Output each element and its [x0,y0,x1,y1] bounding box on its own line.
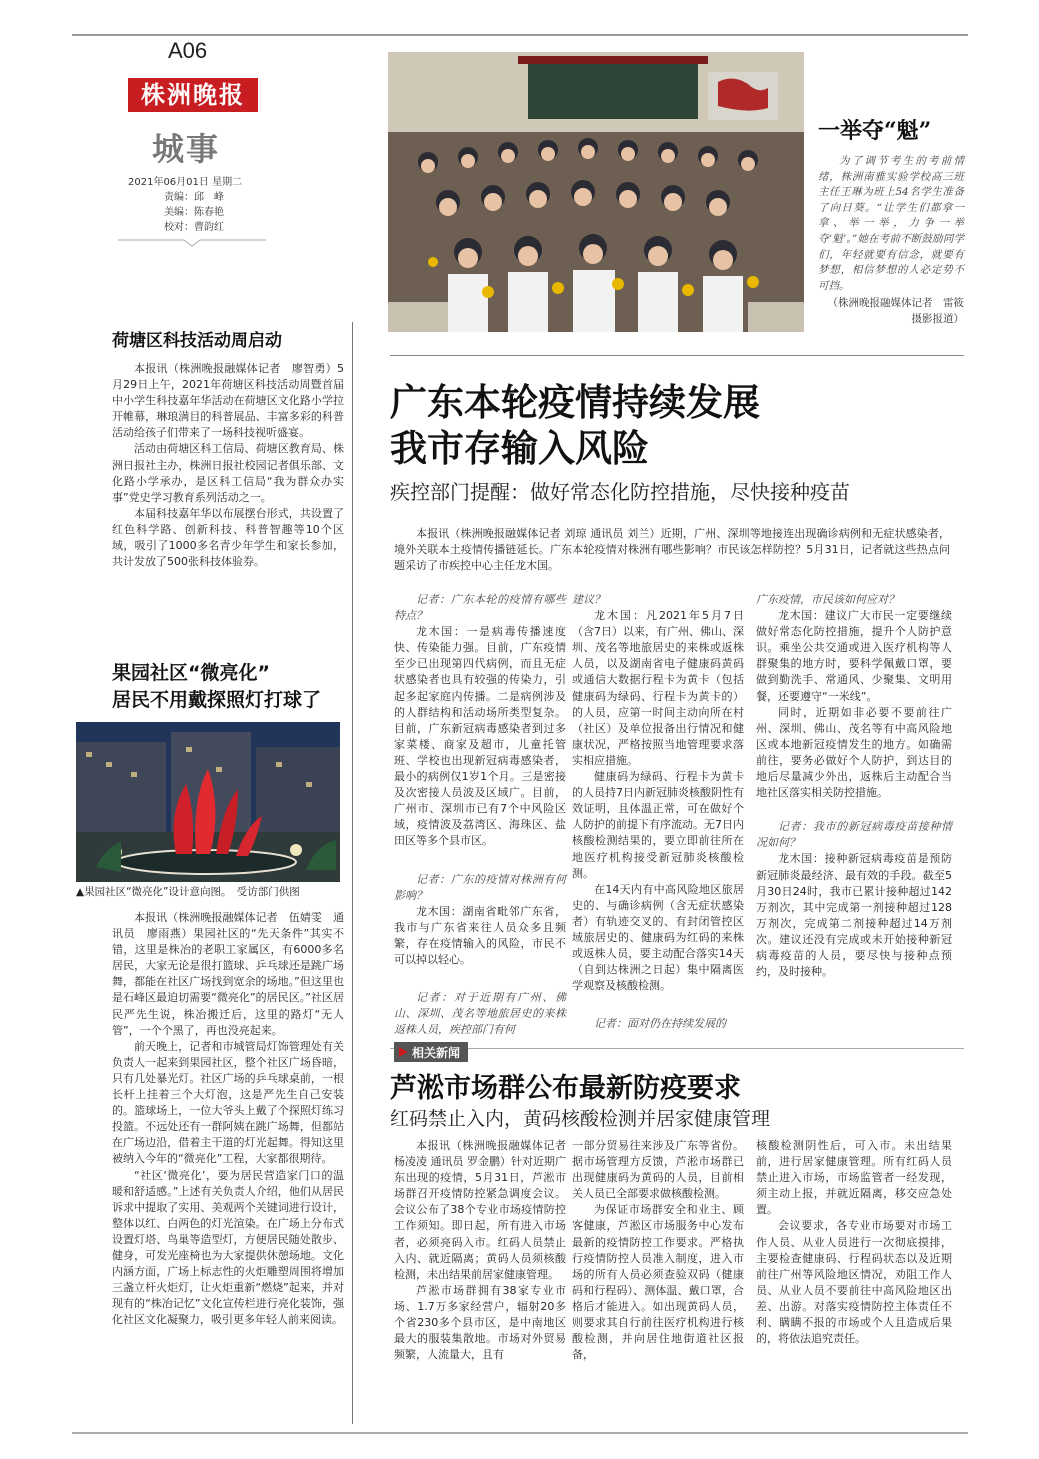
page-number: A06 [168,38,208,63]
second-col3-p2: 会议要求，各专业市场要对市场工作人员、从业人员进行一次彻底摸排，主要检查健康码、行程码状态以及近期前往广州等风险地区情况，劝阻工作人员、从业人员不要前往中高风险地区出差、出游。对落实疫情防控主体责任不利、瞒瞒不报的市场或个人且造成后果的，将依法追究责任。 [756,1219,952,1346]
second-headline-title: 芦淞市场群公布最新防疫要求 [390,1073,741,1104]
left-story-2-title [112,660,352,714]
tag-marker-icon [399,1047,408,1057]
main-col3-p2: 龙木国：建议广大市民一定要继续做好常态化防控措施，提升个人防护意识。乘坐公共交通或进入医疗机构等人群聚集的地方时，要科学佩戴口罩，要做到勤洗手、常通风、少聚集、文明用餐，还要遵守“一米线”。 [756,609,952,703]
left-story-1-title: 荷塘区科技活动周启动 [112,331,282,351]
main-column-1 [394,592,566,1038]
main-col3-p3: 同时，近期如非必要不要前往广州、深圳、佛山、茂名等有中高风险地区或本地新冠疫情发生的地方。如确需前往，要务必做好个人防护，到达目的地后尽量减少外出，返株后主动配合当地社区落实相关防控措施。 [756,705,952,800]
main-story-top-rule [390,355,964,356]
main-col3-p4: 记者：我市的新冠病毒疫苗接种情况如何？ [756,820,952,850]
bottom-rule [72,1432,968,1434]
community-design-photo [76,722,340,882]
related-news-tag [394,1042,468,1062]
left-story-2-p2: 前天晚上，记者和市城管局灯饰管理处有关负责人一起来到果园社区，整个社区广场昏暗，只有几处暴光灯。社区广场的乒乓球桌前，一根长杆上挂着三个大灯泡，这是严先生自己安装的。篮球场上，一位大爷头上戴了个探照灯练习投篮。不远处还有一群阿姨在跳广场舞，但都站在广场边沿，借着主干道的灯光起舞。得知这里被纳入今年的“微亮化”工程，大家都很期待。 [112,1039,344,1166]
left-column-divider [352,322,353,1424]
second-col3-p1: 核酸检测阴性后，可入市。未出结果前，进行居家健康管理。所有红码人员禁止进入市场，市场监管者一经发现，须主动上报，并就近隔离，移交应急处置。 [756,1139,952,1217]
main-headline-line1: 广东本轮疫情持续发展 [390,381,760,424]
photo-story-caption [818,154,975,328]
photo-credit: （株洲晚报融媒体记者 雷筱 摄影报道） [827,297,975,325]
second-col2-p1: 一部分贸易往来涉及广东等省份。据市场管理方反馈，芦淞市场群已出现健康码为黄码的人员，目前相关人员已全部要求做核酸检测。 [572,1139,744,1201]
main-col3-p1: 广东疫情，市民该如何应对？ [756,593,899,606]
issue-date: 2021年06月01日 星期二 [128,177,243,188]
main-column-3 [756,592,952,980]
main-lead: 本报讯（株洲晚报融媒体记者 刘琼 通讯员 刘兰）近期，广州、深圳等地接连出现确诊病例和无症状感染者，境外关联本土疫情传播链延长。广东本轮疫情对株洲有哪些影响？市民该怎样防控？5月31日，记者就这些热点问题采访了市疾控中心主任龙木国。 [394,527,950,572]
left-story-1-p2: 活动由荷塘区科工信局、荷塘区教育局、株洲日报社主办，株洲日报社校园记者俱乐部、文化路小学承办，是区科工信局“我为群众办实事”党史学习教育系列活动之一。 [112,442,344,504]
left-story-2-title-line1: 果园社区“微亮化” [112,662,270,684]
main-col2-p3: 健康码为绿码、行程卡为黄卡的人员持7日内新冠肺炎核酸阴性有效证明，且体温正常，可在做好个人防护的前提下有序流动。无7日内核酸检测结果的，要立即前往所在地医疗机构接受新冠肺炎核酸检测。 [572,770,744,880]
left-story-2-title-line2: 居民不用戴探照灯打球了 [112,689,322,711]
community-photo-caption: ▲果园社区“微亮化”设计意向图。 受访部门供图 [76,886,300,898]
second-subhead: 红码禁止入内，黄码核酸检测并居家健康管理 [390,1108,771,1130]
main-col1-p4: 龙木国：湖南省毗邻广东省，我市与广东省来往人员众多且频繁，存在疫情输入的风险，市民不可以掉以轻心。 [394,904,566,966]
second-column-2 [572,1138,744,1363]
masthead-chevron [118,234,268,248]
designer: 美编：陈春艳 [164,207,224,218]
second-col2-p2: 为保证市场群安全和业主、顾客健康，芦淞区市场服务中心发布最新的疫情防控工作要求。严格执行疫情防控人员准入制度，进入市场的所有人员必须查验双码（健康码和行程码）、测体温、戴口罩，合格后才能进入。如出现黄码人员，则要求其自行前往医疗机构进行核酸检测，并向居住地街道社区报备， [572,1203,744,1362]
class-photo [388,52,804,332]
main-subhead: 疾控部门提醒：做好常态化防控措施，尽快接种疫苗 [390,480,850,504]
main-col3-p5: 龙木国：接种新冠病毒疫苗是预防新冠肺炎最经济、最有效的手段。截至5月30日24时，我市已累计接种超过142万剂次，其中完成第一剂接种超过128万剂次，完成第二剂接种超过14万剂次。建议还没有完成或未开始接种新冠病毒疫苗的人员，要尽快与接种点预约，及时接种。 [756,852,952,979]
left-story-1-p3: 本届科技嘉年华以布展摆台形式，共设置了红色科学路、创新科技、科普智趣等10个区域，吸引了1000多名青少年学生和家长参加，共计发放了500张科技体验券。 [112,506,344,569]
related-news-label: 相关新闻 [412,1046,461,1060]
left-story-2-p1: 本报讯（株洲晚报融媒体记者 伍婧雯 通讯员 廖雨燕）果园社区的“先天条件”其实不错，这里是株冶的老职工家属区，有6000多名居民，大家无论是很打篮球、乒乓球还是跳广场舞，都能在社区广场找到宽余的场地。”但这里也是石峰区最迫切需要“微亮化”的居民区。”社区居民严先生说，株冶搬迁后，这里的路灯“无人管”，一个个黑了，再也没亮起来。 [112,911,344,1037]
photo-caption-text: 为了调节考生的考前情绪，株洲南雅实验学校高三班主任王琳为班上54名学生准备了向日葵。“让学生们都拿一拿、举一举，力争一举夺‘魁’。”她在考前不断鼓励同学们，年轻就要有信念，就要有梦想，相信梦想的人必定势不可挡。 [818,155,964,292]
second-column-3 [756,1138,952,1347]
main-col2-p5: 记者：面对仍在持续发展的 [594,1017,726,1031]
main-col2-p2: 龙木国：凡2021年5月7日（含7日）以来，有广州、佛山、深圳、茂名等地旅居史的来株或返株人员，以及湖南省电子健康码黄码或通信大数据行程卡为黄卡（包括健康码为绿码、行程卡为黄卡的）的人员，应第一时间主动向所在村（社区）及单位报备出行情况和健康状况，严格按照当地管理要求落实相应措施。 [572,609,744,767]
second-col1-p1: 本报讯（株洲晚报融媒体记者 杨凌凌 通讯员 罗金鹏）针对近期广东出现的疫情，5月31日，芦淞市场群召开疫情防控紧急调度会议。会议公布了38个专业市场疫情防控工作须知。即日起，所有进入市场者，必须亮码入市。红码人员禁止入内、就近隔离；黄码人员须核酸检测，未出结果前居家健康管理。 [394,1139,566,1281]
main-headline [390,380,950,505]
section-title: 城事 [152,130,221,168]
left-story-2-body [112,910,344,1328]
main-column-2 [572,592,744,1032]
second-col1-p2: 芦淞市场群拥有38家专业市场、1.7万多家经营户，辐射20多个省230多个县市区，是中南地区最大的服装集散地。市场对外贸易频繁，人流量大，且有 [394,1283,566,1362]
top-rule [72,34,968,36]
related-top-rule [390,1048,964,1049]
main-col1-p3: 记者：广东的疫情对株洲有何影响？ [394,872,566,902]
main-col1-p2: 龙木国：一是病毒传播速度快、传染能力强。目前，广东疫情至少已出现第四代病例，而且无症状感染者也具有较强的传染力，引起多起家庭内传播。二是病例涉及的人群结构和活动场所类型复杂。目前，广东新冠病毒感染者到过多家菜楼、商家及超市，儿童托管班、学校也出现新冠病毒感染者，最小的病例仅1岁1个月。三是密接及次密接人员波及区域广。目前，广州市、深圳市已有7个中风险区域，疫情波及荔湾区、海珠区、盐田区等多个县市区。 [394,625,566,848]
left-story-1 [112,326,344,570]
proofreader: 校对：曹韵红 [164,222,224,233]
left-story-2-p3: “社区‘微亮化’，要为居民营造家门口的温暖和舒适感。”上述有关负责人介绍，他们从居民诉求中提取了实用、美观两个关键词进行设计，整体以红、白两色的灯光渲染。在广场上分布式设置灯塔、鸟巢等造型灯，方便居民随处散步、健身，可发光座椅也为大家提供休憩场地。文化内涵方面，广场上标志性的火炬雕塑周围将增加三盏立杆火炬灯，让火炬重新“燃烧”起来，并对现有的“株冶记忆”文化宣传栏进行亮化装饰，强化社区文化凝聚力，吸引更多年轻人前来阅读。 [112,1168,344,1327]
masthead [118,38,278,258]
paper-logo: 株洲晚报 [128,78,258,112]
main-headline-line2: 我市存输入风险 [390,427,649,470]
main-col1-p1: 记者：广东本轮的疫情有哪些特点？ [394,593,566,623]
second-headline [390,1072,950,1132]
editor: 责编：邱 峰 [164,192,224,203]
main-col2-p1: 建议？ [572,593,605,606]
second-column-1 [394,1138,566,1363]
main-col2-p4: 在14天内有中高风险地区旅居史的、与确诊病例（含无症状感染者）有轨迹交叉的、有封闭管控区域旅居史的、健康码为红码的来株或返株人员，要主动配合落实14天（自到达株洲之日起）集中隔离医学观察及核酸检测。 [572,882,744,993]
main-col1-p5: 记者：对于近期有广州、佛山、深圳、茂名等地旅居史的来株返株人员，疾控部门有何 [394,991,566,1037]
photo-story-title: 一举夺“魁” [818,118,932,144]
left-story-1-p1: 本报讯（株洲晚报融媒体记者 廖智勇）5月29日上午，2021年荷塘区科技活动周暨首届中小学生科技嘉年华活动在荷塘区文化路小学拉开帷幕，琳琅满目的科普展品、丰富多彩的科普活动给孩子们带来了一场科技视听盛宴。 [112,362,344,440]
